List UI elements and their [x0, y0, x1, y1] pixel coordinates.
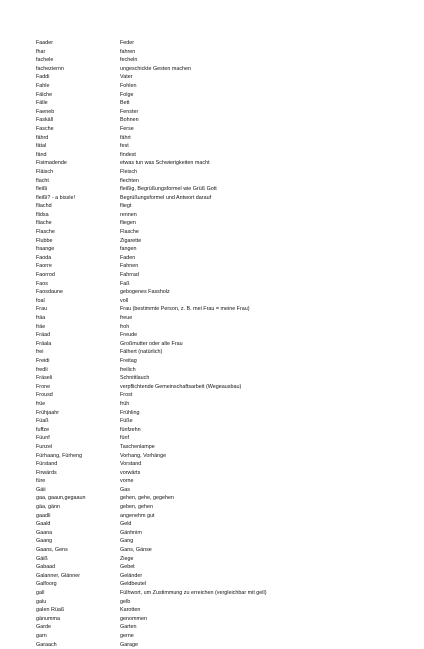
dialect-term: Faskäll [36, 117, 54, 124]
dialect-term: Faos [36, 280, 48, 287]
dialect-term: fleißi? - a bissle! [36, 194, 75, 201]
dialect-term: früe [36, 400, 46, 407]
dialect-term: Faoda [36, 254, 52, 261]
glossary-row [36, 245, 396, 254]
glossary-row [36, 615, 396, 624]
standard-german-meaning: froh [120, 323, 130, 330]
glossary-row [36, 237, 396, 246]
standard-german-meaning: fliegen [120, 220, 136, 227]
dialect-term: Galfoorg [36, 581, 57, 588]
standard-german-meaning: geben, gehen [120, 504, 153, 511]
glossary-row [36, 73, 396, 82]
glossary-row [36, 211, 396, 220]
glossary-row [36, 555, 396, 564]
dialect-term: fänd [36, 151, 47, 158]
dialect-term: Füaß [36, 418, 49, 425]
standard-german-meaning: Fälhert (natürlich) [120, 349, 163, 356]
glossary-row [36, 486, 396, 495]
glossary-row [36, 151, 396, 160]
glossary-row [36, 159, 396, 168]
standard-german-meaning: Fenster [120, 108, 139, 115]
standard-german-meaning: Vorhang, Vorhänge [120, 452, 167, 459]
glossary-row [36, 82, 396, 91]
standard-german-meaning: genommen [120, 615, 147, 622]
standard-german-meaning: Vater [120, 74, 133, 81]
standard-german-meaning: Karotten [120, 607, 141, 614]
dialect-term: Faosdaune [36, 289, 63, 296]
dialect-term: Gäiß [36, 555, 48, 562]
dialect-term: fraange [36, 246, 55, 253]
standard-german-meaning: ungeschickte Gesten machen [120, 65, 192, 72]
dialect-term: Faorrod [36, 272, 55, 279]
standard-german-meaning: früh [120, 400, 130, 407]
glossary-row [36, 331, 396, 340]
dialect-term: Gaang [36, 538, 53, 545]
dialect-term: fleißi [36, 186, 48, 193]
standard-german-meaning: fest [120, 143, 129, 150]
dialect-term: Faddi [36, 74, 50, 81]
dialect-term: galu [36, 598, 47, 605]
dialect-term: Flasche [36, 229, 55, 236]
dialect-term: flidsa [36, 211, 49, 218]
glossary-row [36, 572, 396, 581]
glossary-row [36, 271, 396, 280]
standard-german-meaning: Geld [120, 521, 132, 528]
standard-german-meaning: Faß [120, 280, 130, 287]
glossary-row [36, 142, 396, 151]
standard-german-meaning: angenehm gut [120, 512, 155, 519]
glossary-row [36, 563, 396, 572]
dialect-term: Fisimadende [36, 160, 67, 167]
glossary-row [36, 477, 396, 486]
standard-german-meaning: findest [120, 151, 136, 158]
glossary-row [36, 452, 396, 461]
dialect-term: gänumma [36, 615, 60, 622]
dialect-term: Fläisch [36, 168, 54, 175]
glossary-row [36, 383, 396, 392]
dialect-term: gaIen Rüaß [36, 607, 65, 614]
glossary-row [36, 280, 396, 289]
standard-german-meaning: Garage [120, 641, 138, 648]
dialect-term: Fälle [36, 100, 48, 107]
standard-german-meaning: Freude [120, 332, 138, 339]
glossary-row [36, 202, 396, 211]
dialect-term: frei [36, 349, 44, 356]
dialect-term: fachele [36, 57, 54, 64]
standard-german-meaning: fecheln [120, 57, 138, 64]
standard-german-meaning: fleißig, Begrüßungsformel wie Grüß Gott [120, 186, 217, 193]
dialect-term: fliache [36, 220, 52, 227]
standard-german-meaning: Fohlen [120, 82, 137, 89]
standard-german-meaning: fliegt [120, 203, 132, 210]
standard-german-meaning: Flasche [120, 229, 139, 236]
dialect-term: Frühjaahr [36, 409, 60, 416]
dialect-term: Freidi [36, 357, 50, 364]
dialect-term: foal [36, 297, 45, 304]
glossary-row [36, 469, 396, 478]
standard-german-meaning: Fülhwort, um Zustimmung zu erreichen (vergleichbar mit gell) [120, 590, 267, 596]
dialect-term: flacht [36, 177, 49, 184]
glossary-row [36, 254, 396, 263]
glossary-row [36, 48, 396, 57]
dialect-term: Garaach [36, 641, 57, 648]
standard-german-meaning: fünf [120, 435, 129, 442]
dialect-term: Flubbe [36, 237, 53, 244]
standard-german-meaning: Bett [120, 100, 130, 107]
glossary-row [36, 288, 396, 297]
dialect-term: Fürhaang, Fürheng [36, 452, 83, 459]
dialect-term: Frousd [36, 392, 53, 399]
dialect-term: Garde [36, 624, 51, 631]
dialect-term: fuffze [36, 426, 50, 433]
glossary-row [36, 632, 396, 641]
standard-german-meaning: fünfzehn [120, 426, 141, 433]
glossary-row [36, 512, 396, 521]
dialect-term: fräe [36, 323, 46, 330]
dialect-term: gaa, gaaun,gegaaun [36, 495, 86, 502]
glossary-row [36, 262, 396, 271]
glossary-row [36, 348, 396, 357]
glossary-table [36, 39, 396, 649]
dialect-term: Fräad [36, 332, 51, 339]
dialect-term: Faorre [36, 263, 52, 270]
standard-german-meaning: rennen [120, 211, 137, 218]
glossary-row [36, 623, 396, 632]
standard-german-meaning: fangen [120, 246, 137, 253]
standard-german-meaning: Frau (bestimmte Person, z. B. mei Frau = meine Frau) [120, 306, 250, 313]
standard-german-meaning: Ferse [120, 125, 134, 132]
standard-german-meaning: Fleisch [120, 168, 138, 175]
standard-german-meaning: freilich [120, 366, 136, 373]
dialect-term: fredli [36, 366, 48, 373]
glossary-row [36, 589, 396, 598]
dialect-term: Faader [36, 40, 54, 46]
standard-german-meaning: Fahnen [120, 263, 139, 270]
dialect-term: Gaald [36, 521, 51, 528]
glossary-row [36, 116, 396, 125]
dialect-term: fliachd [36, 203, 52, 210]
dialect-term: Fürstand [36, 461, 58, 468]
standard-german-meaning: Feder [120, 40, 135, 46]
glossary-row [36, 91, 396, 100]
standard-german-meaning: gehen, gehe, gegehen [120, 495, 174, 502]
standard-german-meaning: Freitag [120, 357, 137, 364]
glossary-row [36, 443, 396, 452]
standard-german-meaning: vorwärts [120, 469, 141, 476]
standard-german-meaning: etwas tun was Schwierigkeiten macht [120, 160, 210, 167]
glossary-row [36, 134, 396, 143]
glossary-row [36, 56, 396, 65]
standard-german-meaning: Gas [120, 486, 130, 493]
dialect-term: füre [36, 478, 46, 485]
glossary-row [36, 529, 396, 538]
glossary-row [36, 194, 396, 203]
dialect-term: gaadli [36, 512, 51, 519]
standard-german-meaning: Gans, Gänse [120, 547, 152, 554]
glossary-row [36, 598, 396, 607]
dialect-term: Gaans, Gens [36, 547, 68, 554]
standard-german-meaning: Geländer [120, 572, 143, 579]
standard-german-meaning: Gang [120, 538, 134, 545]
glossary-row [36, 641, 396, 649]
standard-german-meaning: Fahrrad [120, 272, 139, 279]
glossary-row [36, 305, 396, 314]
standard-german-meaning: gebogenes Fassholz [120, 289, 170, 296]
glossary-row [36, 606, 396, 615]
glossary-row [36, 357, 396, 366]
standard-german-meaning: Garten [120, 624, 137, 631]
standard-german-meaning: Gänhnim [120, 529, 142, 536]
glossary-row [36, 65, 396, 74]
glossary-row [36, 426, 396, 435]
dialect-term: fährd [36, 134, 49, 141]
standard-german-meaning: freue [120, 315, 133, 321]
standard-german-meaning: Folge [120, 91, 134, 98]
glossary-row [36, 494, 396, 503]
dialect-term: garn [36, 632, 47, 639]
dialect-term: Fräseli [36, 375, 53, 382]
dialect-term: Fasche [36, 125, 54, 132]
dialect-term: Firwärds [36, 469, 57, 476]
standard-german-meaning: Frost [120, 392, 133, 399]
standard-german-meaning: Begrüßungsformel und Antwort darauf [120, 194, 212, 201]
standard-german-meaning: Schnittlauch [120, 375, 150, 382]
glossary-row [36, 340, 396, 349]
glossary-row [36, 503, 396, 512]
glossary-row [36, 374, 396, 383]
dialect-term: gäa, gänn [36, 504, 60, 511]
dialect-term: fätal [36, 143, 47, 150]
glossary-row [36, 99, 396, 108]
glossary-row [36, 314, 396, 323]
standard-german-meaning: Bohnen [120, 117, 139, 124]
glossary-row [36, 460, 396, 469]
standard-german-meaning: voll [120, 297, 129, 304]
standard-german-meaning: Großmutter oder alte Frau [120, 340, 183, 347]
glossary-row [36, 537, 396, 546]
glossary-row [36, 434, 396, 443]
dialect-term: Füunf [36, 435, 50, 442]
dialect-term: Gäii [36, 486, 46, 493]
glossary-row [36, 323, 396, 332]
dialect-term: Funzel [36, 443, 53, 450]
glossary-row [36, 417, 396, 426]
glossary-row [36, 409, 396, 418]
dialect-term: gall [36, 590, 45, 596]
glossary-row [36, 580, 396, 589]
glossary-row [36, 391, 396, 400]
dialect-term: Gaana [36, 529, 53, 536]
glossary-row [36, 185, 396, 194]
standard-german-meaning: gerne [120, 632, 134, 639]
glossary-row [36, 168, 396, 177]
standard-german-meaning: verpflichtende Gemeinschaftsarbeit (Wegeausbau) [120, 383, 242, 390]
dialect-term: Faeneb [36, 108, 55, 115]
standard-german-meaning: Füße [120, 418, 133, 425]
glossary-row [36, 228, 396, 237]
glossary-row [36, 546, 396, 555]
dialect-term: Fälche [36, 91, 53, 98]
standard-german-meaning: Taschenlampe [120, 443, 155, 450]
glossary-row [36, 177, 396, 186]
glossary-row [36, 297, 396, 306]
dialect-term: Fräala [36, 340, 52, 347]
dialect-term: fhar [36, 48, 46, 55]
standard-german-meaning: vorne [120, 478, 134, 485]
standard-german-meaning: Geldbeutel [120, 581, 147, 588]
dialect-term: Frau [36, 306, 48, 313]
dialect-term: facheziernn [36, 65, 64, 72]
standard-german-meaning: Zigarette [120, 237, 142, 244]
glossary-row [36, 125, 396, 134]
glossary-row [36, 400, 396, 409]
dialect-term: Frone [36, 383, 51, 390]
glossary-row [36, 219, 396, 228]
glossary-row [36, 108, 396, 117]
dialect-term: Gabaad [36, 564, 56, 571]
standard-german-meaning: Faden [120, 254, 136, 261]
standard-german-meaning: fahren [120, 48, 136, 55]
standard-german-meaning: Frühling [120, 409, 140, 416]
dialect-term: Fahle [36, 82, 50, 89]
standard-german-meaning: Gebet [120, 564, 135, 571]
standard-german-meaning: flechten [120, 177, 139, 184]
dialect-term: Galanner, Glänner [36, 572, 81, 579]
dialect-term: fräa [36, 315, 46, 321]
standard-german-meaning: gelb [120, 598, 131, 605]
glossary-row [36, 366, 396, 375]
standard-german-meaning: Ziege [120, 555, 134, 562]
glossary-row [36, 520, 396, 529]
standard-german-meaning: Vorstand [120, 461, 142, 468]
glossary-row [36, 39, 396, 48]
standard-german-meaning: fährt [120, 134, 131, 141]
